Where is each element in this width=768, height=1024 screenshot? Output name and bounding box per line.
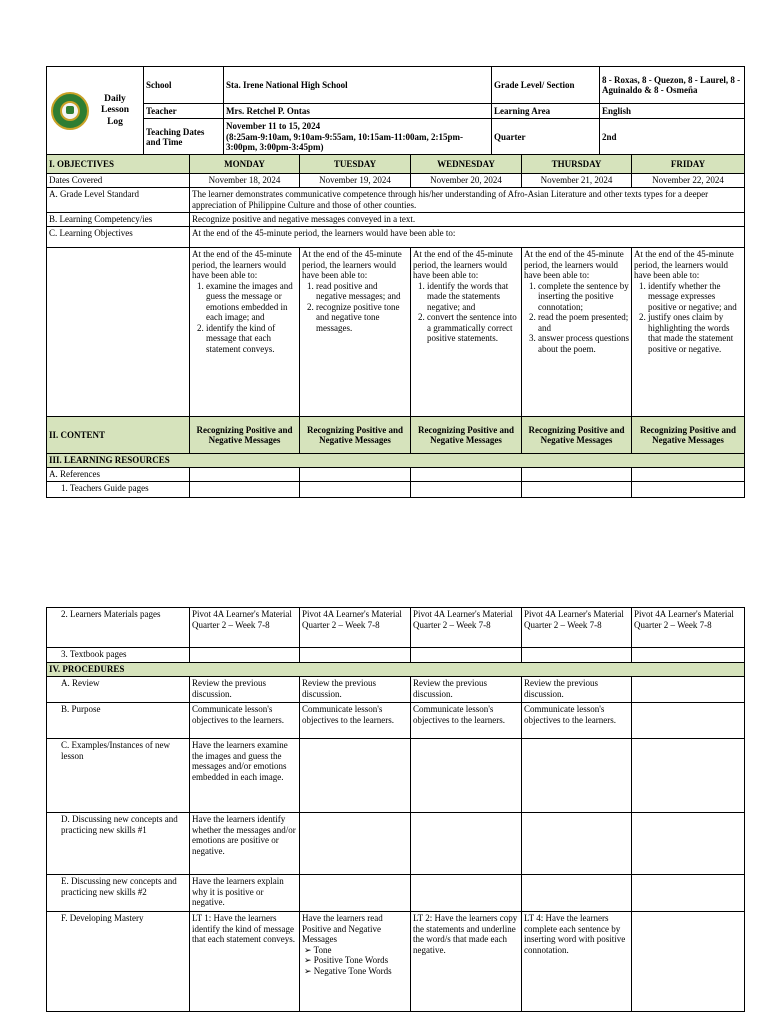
dll-procedures-table bbox=[46, 607, 745, 1012]
dates-covered-label: Dates Covered bbox=[47, 174, 190, 188]
lm-monday: Pivot 4A Learner's Material Quarter 2 – Week 7-8 bbox=[190, 608, 300, 648]
objectives-friday: At the end of the 45-minute period, the learners would have been able to: 1. identify whether the message expresses positive or negative; and 2. justify ones claim by highlighting the words that made the statement positive or negative. bbox=[632, 248, 745, 417]
learning-competency-label: B. Learning Competency/ies bbox=[47, 213, 190, 227]
review-wednesday: Review the previous discussion. bbox=[411, 677, 522, 703]
review-monday: Review the previous discussion. bbox=[190, 677, 300, 703]
content-friday: Recognizing Positive and Negative Messages bbox=[632, 417, 745, 454]
lm-thursday: Pivot 4A Learner's Material Quarter 2 – Week 7-8 bbox=[522, 608, 632, 648]
school-name: Sta. Irene National High School bbox=[224, 67, 492, 104]
objectives-thursday: At the end of the 45-minute period, the learners would have been able to: 1. complete the sentence by inserting the positive connotation; 2. read the poem presented; and 3. answer process questions about the poem. bbox=[522, 248, 632, 417]
discussing-2-label: E. Discussing new concepts and practicing new skills #2 bbox=[47, 875, 190, 912]
content-tuesday: Recognizing Positive and Negative Messages bbox=[300, 417, 411, 454]
teaching-dates-label: Teaching Dates and Time bbox=[144, 119, 224, 156]
purpose-thursday: Communicate lesson's objectives to the learners. bbox=[522, 703, 632, 739]
objectives-tuesday: At the end of the 45-minute period, the learners would have been able to: 1. read positive and negative messages; and 2. recognize positive tone and negative tone messages. bbox=[300, 248, 411, 417]
examples-label: C. Examples/Instances of new lesson bbox=[47, 739, 190, 813]
objectives-wednesday: At the end of the 45-minute period, the learners would have been able to: 1. identify the words that made the statements negative; and 2. convert the sentence into a grammatically correct positive statements. bbox=[411, 248, 522, 417]
textbook-pages-label: 3. Textbook pages bbox=[47, 648, 190, 663]
content-thursday: Recognizing Positive and Negative Messages bbox=[522, 417, 632, 454]
quarter-label: Quarter bbox=[492, 119, 600, 156]
mastery-monday: LT 1: Have the learners identify the kind of message that each statement conveys. bbox=[190, 912, 300, 1012]
teaching-dates: November 11 to 15, 2024 (8:25am-9:10am, 9:10am-9:55am, 10:15am-11:00am, 2:15pm-3:00pm, 3:00pm-3:45pm) bbox=[224, 119, 492, 156]
grade-label: Grade Level/ Section bbox=[492, 67, 600, 104]
lm-friday: Pivot 4A Learner's Material Quarter 2 – Week 7-8 bbox=[632, 608, 745, 648]
dll-header-table bbox=[46, 66, 745, 156]
mastery-wednesday: LT 2: Have the learners copy the statements and underline the word/s that made each negative. bbox=[411, 912, 522, 1012]
purpose-monday: Communicate lesson's objectives to the learners. bbox=[190, 703, 300, 739]
date-friday: November 22, 2024 bbox=[632, 174, 745, 188]
discussing-1-label: D. Discussing new concepts and practicing new skills #1 bbox=[47, 813, 190, 875]
learning-objectives-text: At the end of the 45-minute period, the learners would have been able to: bbox=[190, 227, 745, 248]
teacher-label: Teacher bbox=[144, 104, 224, 119]
date-monday: November 18, 2024 bbox=[190, 174, 300, 188]
review-label: A. Review bbox=[47, 677, 190, 703]
developing-mastery-label: F. Developing Mastery bbox=[47, 912, 190, 1012]
day-header-tuesday: TUESDAY bbox=[300, 155, 411, 174]
objectives-blank-cell bbox=[47, 248, 190, 417]
mastery-thursday: LT 4: Have the learners complete each sentence by inserting word with positive connotation. bbox=[522, 912, 632, 1012]
references-label: A. References bbox=[47, 468, 190, 482]
purpose-wednesday: Communicate lesson's objectives to the learners. bbox=[411, 703, 522, 739]
day-header-wednesday: WEDNESDAY bbox=[411, 155, 522, 174]
lm-tuesday: Pivot 4A Learner's Material Quarter 2 – Week 7-8 bbox=[300, 608, 411, 648]
teachers-guide-label: 1. Teachers Guide pages bbox=[47, 482, 190, 498]
purpose-label: B. Purpose bbox=[47, 703, 190, 739]
quarter-value: 2nd bbox=[600, 119, 745, 156]
examples-monday: Have the learners examine the images and guess the messages and/or emotions embedded in each image. bbox=[190, 739, 300, 813]
grade-sections: 8 - Roxas, 8 - Quezon, 8 - Laurel, 8 - Aguinaldo & 8 - Osmeña bbox=[600, 67, 745, 104]
date-tuesday: November 19, 2024 bbox=[300, 174, 411, 188]
day-header-thursday: THURSDAY bbox=[522, 155, 632, 174]
dll-logo-cell bbox=[47, 67, 144, 156]
lm-wednesday: Pivot 4A Learner's Material Quarter 2 – Week 7-8 bbox=[411, 608, 522, 648]
school-seal-icon bbox=[51, 92, 89, 130]
learning-objectives-label: C. Learning Objectives bbox=[47, 227, 190, 248]
review-tuesday: Review the previous discussion. bbox=[300, 677, 411, 703]
date-thursday: November 21, 2024 bbox=[522, 174, 632, 188]
learners-materials-label: 2. Learners Materials pages bbox=[47, 608, 190, 648]
dll-title: Daily Lesson Log bbox=[101, 93, 129, 127]
discussing-1-monday: Have the learners identify whether the messages and/or emotions are positive or negative. bbox=[190, 813, 300, 875]
content-heading: II. CONTENT bbox=[47, 417, 190, 454]
objectives-monday: At the end of the 45-minute period, the learners would have been able to: 1. examine the images and guess the message or emotions embedded in each image; and 2. identify the kind of message that each statement conveys. bbox=[190, 248, 300, 417]
mastery-tuesday: Have the learners read Positive and Negative Messages ➢ Tone ➢ Positive Tone Words ➢ Negative Tone Words bbox=[300, 912, 411, 1012]
dll-objectives-table bbox=[46, 154, 745, 498]
learning-area-label: Learning Area bbox=[492, 104, 600, 119]
procedures-heading: IV. PROCEDURES bbox=[47, 663, 745, 677]
learning-area: English bbox=[600, 104, 745, 119]
grade-level-standard-text: The learner demonstrates communicative competence through his/her understanding of Afro-Asian Literature and other texts types for a deeper appreciation of Philippine Culture and those of other counties. bbox=[190, 188, 745, 213]
discussing-2-monday: Have the learners explain why it is positive or negative. bbox=[190, 875, 300, 912]
date-wednesday: November 20, 2024 bbox=[411, 174, 522, 188]
review-thursday: Review the previous discussion. bbox=[522, 677, 632, 703]
day-header-monday: MONDAY bbox=[190, 155, 300, 174]
purpose-tuesday: Communicate lesson's objectives to the learners. bbox=[300, 703, 411, 739]
learning-resources-heading: III. LEARNING RESOURCES bbox=[47, 454, 745, 468]
day-header-friday: FRIDAY bbox=[632, 155, 745, 174]
grade-level-standard-label: A. Grade Level Standard bbox=[47, 188, 190, 213]
teacher-name: Mrs. Retchel P. Ontas bbox=[224, 104, 492, 119]
content-wednesday: Recognizing Positive and Negative Messages bbox=[411, 417, 522, 454]
school-label: School bbox=[144, 67, 224, 104]
content-monday: Recognizing Positive and Negative Messages bbox=[190, 417, 300, 454]
learning-competency-text: Recognize positive and negative messages conveyed in a text. bbox=[190, 213, 745, 227]
objectives-heading: I. OBJECTIVES bbox=[47, 155, 190, 174]
